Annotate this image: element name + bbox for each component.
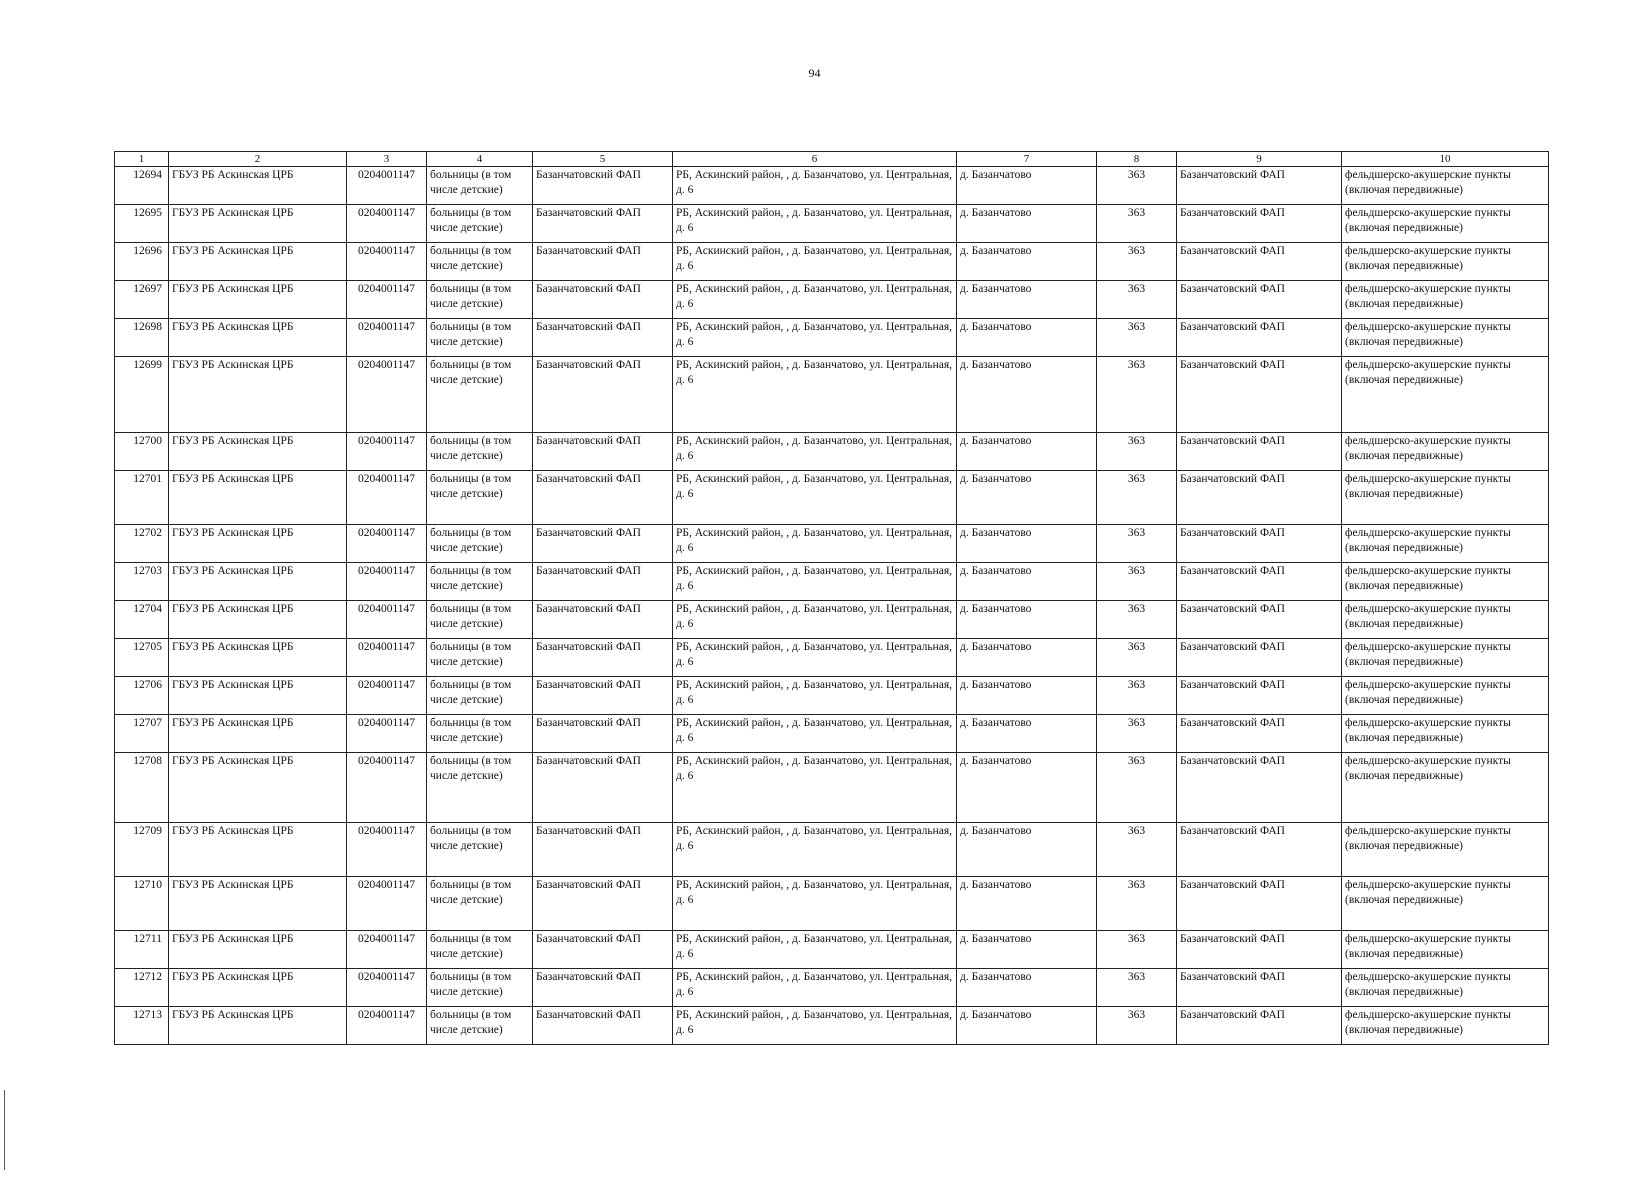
table-cell-c8: 363 <box>1097 969 1177 1007</box>
table-cell-c9: Базанчатовский ФАП <box>1177 205 1342 243</box>
table-cell-c5: Базанчатовский ФАП <box>533 433 673 471</box>
table-cell-c7: д. Базанчатово <box>957 1007 1097 1045</box>
table-row <box>115 563 1549 601</box>
table-cell-c4: больницы (в том числе детские) <box>427 525 533 563</box>
table-row <box>115 639 1549 677</box>
table-cell-c5: Базанчатовский ФАП <box>533 677 673 715</box>
table-cell-c10: фельдшерско-акушерские пункты (включая передвижные) <box>1342 281 1549 319</box>
table-cell-c3: 0204001147 <box>347 823 427 877</box>
table-cell-c10: фельдшерско-акушерские пункты (включая передвижные) <box>1342 357 1549 433</box>
table-cell-c6: РБ, Аскинский район, , д. Базанчатово, ул. Центральная, д. 6 <box>673 525 957 563</box>
table-cell-c8: 363 <box>1097 433 1177 471</box>
table-cell-c10: фельдшерско-акушерские пункты (включая передвижные) <box>1342 601 1549 639</box>
table-cell-c9: Базанчатовский ФАП <box>1177 969 1342 1007</box>
table-cell-c8: 363 <box>1097 243 1177 281</box>
table-cell-c2: ГБУЗ РБ Аскинская ЦРБ <box>169 205 347 243</box>
table-row <box>115 931 1549 969</box>
table-cell-c8: 363 <box>1097 357 1177 433</box>
table-cell-c3: 0204001147 <box>347 715 427 753</box>
table-cell-c3: 0204001147 <box>347 753 427 823</box>
table-cell-c9: Базанчатовский ФАП <box>1177 563 1342 601</box>
table-cell-c3: 0204001147 <box>347 677 427 715</box>
table-cell-c9: Базанчатовский ФАП <box>1177 639 1342 677</box>
table-cell-c10: фельдшерско-акушерские пункты (включая передвижные) <box>1342 319 1549 357</box>
table-cell-c1: 12711 <box>115 931 169 969</box>
table-cell-c3: 0204001147 <box>347 877 427 931</box>
table-cell-c9: Базанчатовский ФАП <box>1177 601 1342 639</box>
table-cell-c8: 363 <box>1097 563 1177 601</box>
table-cell-c4: больницы (в том числе детские) <box>427 969 533 1007</box>
table-cell-c7: д. Базанчатово <box>957 357 1097 433</box>
table-cell-c2: ГБУЗ РБ Аскинская ЦРБ <box>169 753 347 823</box>
table-cell-c2: ГБУЗ РБ Аскинская ЦРБ <box>169 677 347 715</box>
table-cell-c10: фельдшерско-акушерские пункты (включая передвижные) <box>1342 563 1549 601</box>
table-cell-c1: 12706 <box>115 677 169 715</box>
table-cell-c10: фельдшерско-акушерские пункты (включая передвижные) <box>1342 525 1549 563</box>
table-cell-c10: фельдшерско-акушерские пункты (включая передвижные) <box>1342 931 1549 969</box>
table-cell-c3: 0204001147 <box>347 167 427 205</box>
table-cell-c9: Базанчатовский ФАП <box>1177 319 1342 357</box>
table-row <box>115 471 1549 525</box>
table-cell-c1: 12709 <box>115 823 169 877</box>
table-cell-c8: 363 <box>1097 319 1177 357</box>
column-header: 9 <box>1177 152 1342 167</box>
column-header: 7 <box>957 152 1097 167</box>
table-cell-c3: 0204001147 <box>347 471 427 525</box>
table-cell-c6: РБ, Аскинский район, , д. Базанчатово, ул. Центральная, д. 6 <box>673 931 957 969</box>
table-cell-c2: ГБУЗ РБ Аскинская ЦРБ <box>169 281 347 319</box>
table-cell-c7: д. Базанчатово <box>957 601 1097 639</box>
table-cell-c8: 363 <box>1097 823 1177 877</box>
table-cell-c9: Базанчатовский ФАП <box>1177 525 1342 563</box>
table-cell-c10: фельдшерско-акушерские пункты (включая передвижные) <box>1342 753 1549 823</box>
table-cell-c4: больницы (в том числе детские) <box>427 715 533 753</box>
table-cell-c8: 363 <box>1097 877 1177 931</box>
table-cell-c5: Базанчатовский ФАП <box>533 281 673 319</box>
table-cell-c4: больницы (в том числе детские) <box>427 205 533 243</box>
table-cell-c5: Базанчатовский ФАП <box>533 357 673 433</box>
table-cell-c6: РБ, Аскинский район, , д. Базанчатово, ул. Центральная, д. 6 <box>673 563 957 601</box>
table-cell-c1: 12705 <box>115 639 169 677</box>
table-row <box>115 877 1549 931</box>
table-cell-c7: д. Базанчатово <box>957 639 1097 677</box>
table-cell-c4: больницы (в том числе детские) <box>427 877 533 931</box>
table-cell-c2: ГБУЗ РБ Аскинская ЦРБ <box>169 877 347 931</box>
table-cell-c6: РБ, Аскинский район, , д. Базанчатово, ул. Центральная, д. 6 <box>673 639 957 677</box>
table-cell-c3: 0204001147 <box>347 563 427 601</box>
table-cell-c1: 12696 <box>115 243 169 281</box>
data-table <box>114 151 1549 1045</box>
table-cell-c2: ГБУЗ РБ Аскинская ЦРБ <box>169 525 347 563</box>
table-cell-c7: д. Базанчатово <box>957 525 1097 563</box>
table-cell-c10: фельдшерско-акушерские пункты (включая передвижные) <box>1342 969 1549 1007</box>
table-cell-c8: 363 <box>1097 1007 1177 1045</box>
table-cell-c6: РБ, Аскинский район, , д. Базанчатово, ул. Центральная, д. 6 <box>673 243 957 281</box>
table-cell-c7: д. Базанчатово <box>957 969 1097 1007</box>
table-cell-c4: больницы (в том числе детские) <box>427 167 533 205</box>
table-cell-c6: РБ, Аскинский район, , д. Базанчатово, ул. Центральная, д. 6 <box>673 969 957 1007</box>
table-cell-c5: Базанчатовский ФАП <box>533 601 673 639</box>
table-cell-c6: РБ, Аскинский район, , д. Базанчатово, ул. Центральная, д. 6 <box>673 433 957 471</box>
table-cell-c2: ГБУЗ РБ Аскинская ЦРБ <box>169 433 347 471</box>
table-cell-c5: Базанчатовский ФАП <box>533 877 673 931</box>
table-cell-c1: 12713 <box>115 1007 169 1045</box>
table-cell-c2: ГБУЗ РБ Аскинская ЦРБ <box>169 823 347 877</box>
table-cell-c6: РБ, Аскинский район, , д. Базанчатово, ул. Центральная, д. 6 <box>673 823 957 877</box>
table-row <box>115 281 1549 319</box>
table-cell-c6: РБ, Аскинский район, , д. Базанчатово, ул. Центральная, д. 6 <box>673 877 957 931</box>
table-cell-c8: 363 <box>1097 677 1177 715</box>
table-cell-c5: Базанчатовский ФАП <box>533 931 673 969</box>
table-cell-c3: 0204001147 <box>347 433 427 471</box>
column-header: 10 <box>1342 152 1549 167</box>
table-cell-c6: РБ, Аскинский район, , д. Базанчатово, ул. Центральная, д. 6 <box>673 167 957 205</box>
table-cell-c7: д. Базанчатово <box>957 205 1097 243</box>
table-cell-c7: д. Базанчатово <box>957 877 1097 931</box>
table-cell-c6: РБ, Аскинский район, , д. Базанчатово, ул. Центральная, д. 6 <box>673 1007 957 1045</box>
table-cell-c7: д. Базанчатово <box>957 823 1097 877</box>
table-cell-c7: д. Базанчатово <box>957 677 1097 715</box>
table-row <box>115 677 1549 715</box>
table-row <box>115 715 1549 753</box>
table-cell-c1: 12695 <box>115 205 169 243</box>
table-cell-c9: Базанчатовский ФАП <box>1177 281 1342 319</box>
table-cell-c6: РБ, Аскинский район, , д. Базанчатово, ул. Центральная, д. 6 <box>673 205 957 243</box>
table-cell-c5: Базанчатовский ФАП <box>533 167 673 205</box>
table-cell-c8: 363 <box>1097 281 1177 319</box>
table-cell-c6: РБ, Аскинский район, , д. Базанчатово, ул. Центральная, д. 6 <box>673 471 957 525</box>
column-header: 5 <box>533 152 673 167</box>
table-cell-c7: д. Базанчатово <box>957 167 1097 205</box>
table-cell-c3: 0204001147 <box>347 931 427 969</box>
table-cell-c3: 0204001147 <box>347 601 427 639</box>
table-cell-c2: ГБУЗ РБ Аскинская ЦРБ <box>169 639 347 677</box>
table-cell-c1: 12698 <box>115 319 169 357</box>
table-cell-c2: ГБУЗ РБ Аскинская ЦРБ <box>169 243 347 281</box>
column-header: 1 <box>115 152 169 167</box>
column-header: 2 <box>169 152 347 167</box>
table-cell-c5: Базанчатовский ФАП <box>533 525 673 563</box>
column-header: 3 <box>347 152 427 167</box>
table-cell-c3: 0204001147 <box>347 525 427 563</box>
column-header: 6 <box>673 152 957 167</box>
table-cell-c1: 12712 <box>115 969 169 1007</box>
table-cell-c3: 0204001147 <box>347 639 427 677</box>
table-cell-c1: 12697 <box>115 281 169 319</box>
table-cell-c1: 12710 <box>115 877 169 931</box>
table-cell-c1: 12700 <box>115 433 169 471</box>
table-cell-c4: больницы (в том числе детские) <box>427 677 533 715</box>
table-cell-c8: 363 <box>1097 205 1177 243</box>
table-cell-c1: 12704 <box>115 601 169 639</box>
table-row <box>115 319 1549 357</box>
table-cell-c10: фельдшерско-акушерские пункты (включая передвижные) <box>1342 167 1549 205</box>
table-row <box>115 1007 1549 1045</box>
margin-mark <box>4 1090 5 1170</box>
table-cell-c7: д. Базанчатово <box>957 715 1097 753</box>
table-row <box>115 525 1549 563</box>
table-cell-c4: больницы (в том числе детские) <box>427 1007 533 1045</box>
table-cell-c4: больницы (в том числе детские) <box>427 563 533 601</box>
table-cell-c7: д. Базанчатово <box>957 753 1097 823</box>
table-cell-c5: Базанчатовский ФАП <box>533 753 673 823</box>
table-cell-c2: ГБУЗ РБ Аскинская ЦРБ <box>169 931 347 969</box>
table-cell-c9: Базанчатовский ФАП <box>1177 877 1342 931</box>
table-row <box>115 969 1549 1007</box>
table-cell-c4: больницы (в том числе детские) <box>427 823 533 877</box>
table-cell-c8: 363 <box>1097 525 1177 563</box>
table-cell-c2: ГБУЗ РБ Аскинская ЦРБ <box>169 471 347 525</box>
table-cell-c1: 12702 <box>115 525 169 563</box>
table-cell-c9: Базанчатовский ФАП <box>1177 823 1342 877</box>
table-row <box>115 823 1549 877</box>
table-cell-c5: Базанчатовский ФАП <box>533 205 673 243</box>
table-cell-c8: 363 <box>1097 715 1177 753</box>
table-cell-c2: ГБУЗ РБ Аскинская ЦРБ <box>169 357 347 433</box>
table-cell-c10: фельдшерско-акушерские пункты (включая передвижные) <box>1342 715 1549 753</box>
table-cell-c5: Базанчатовский ФАП <box>533 715 673 753</box>
table-cell-c5: Базанчатовский ФАП <box>533 319 673 357</box>
table-cell-c6: РБ, Аскинский район, , д. Базанчатово, ул. Центральная, д. 6 <box>673 601 957 639</box>
table-cell-c10: фельдшерско-акушерские пункты (включая передвижные) <box>1342 1007 1549 1045</box>
table-cell-c4: больницы (в том числе детские) <box>427 931 533 969</box>
table-cell-c6: РБ, Аскинский район, , д. Базанчатово, ул. Центральная, д. 6 <box>673 677 957 715</box>
table-cell-c4: больницы (в том числе детские) <box>427 471 533 525</box>
table-cell-c7: д. Базанчатово <box>957 281 1097 319</box>
table-cell-c9: Базанчатовский ФАП <box>1177 715 1342 753</box>
table-cell-c5: Базанчатовский ФАП <box>533 1007 673 1045</box>
table-cell-c1: 12694 <box>115 167 169 205</box>
table-cell-c2: ГБУЗ РБ Аскинская ЦРБ <box>169 167 347 205</box>
table-cell-c7: д. Базанчатово <box>957 563 1097 601</box>
table-cell-c2: ГБУЗ РБ Аскинская ЦРБ <box>169 319 347 357</box>
table-cell-c2: ГБУЗ РБ Аскинская ЦРБ <box>169 969 347 1007</box>
table-cell-c2: ГБУЗ РБ Аскинская ЦРБ <box>169 715 347 753</box>
table-body <box>115 167 1549 1045</box>
header-row <box>115 152 1549 167</box>
table-cell-c2: ГБУЗ РБ Аскинская ЦРБ <box>169 1007 347 1045</box>
page-number: 94 <box>808 66 821 80</box>
column-header: 4 <box>427 152 533 167</box>
table-cell-c7: д. Базанчатово <box>957 319 1097 357</box>
table-cell-c9: Базанчатовский ФАП <box>1177 677 1342 715</box>
table-cell-c7: д. Базанчатово <box>957 433 1097 471</box>
table-cell-c10: фельдшерско-акушерские пункты (включая передвижные) <box>1342 877 1549 931</box>
table-cell-c1: 12701 <box>115 471 169 525</box>
table-cell-c8: 363 <box>1097 753 1177 823</box>
table-cell-c1: 12707 <box>115 715 169 753</box>
table-cell-c2: ГБУЗ РБ Аскинская ЦРБ <box>169 563 347 601</box>
table-cell-c4: больницы (в том числе детские) <box>427 433 533 471</box>
table-cell-c5: Базанчатовский ФАП <box>533 471 673 525</box>
table-cell-c6: РБ, Аскинский район, , д. Базанчатово, ул. Центральная, д. 6 <box>673 357 957 433</box>
table-cell-c3: 0204001147 <box>347 205 427 243</box>
table-cell-c9: Базанчатовский ФАП <box>1177 433 1342 471</box>
table-cell-c10: фельдшерско-акушерские пункты (включая передвижные) <box>1342 243 1549 281</box>
table-cell-c4: больницы (в том числе детские) <box>427 753 533 823</box>
table-cell-c7: д. Базанчатово <box>957 243 1097 281</box>
table-row <box>115 433 1549 471</box>
table-cell-c3: 0204001147 <box>347 357 427 433</box>
table-row <box>115 357 1549 433</box>
table-cell-c3: 0204001147 <box>347 243 427 281</box>
table-cell-c4: больницы (в том числе детские) <box>427 357 533 433</box>
table-cell-c9: Базанчатовский ФАП <box>1177 1007 1342 1045</box>
table-cell-c2: ГБУЗ РБ Аскинская ЦРБ <box>169 601 347 639</box>
table-row <box>115 167 1549 205</box>
table-cell-c4: больницы (в том числе детские) <box>427 281 533 319</box>
table-cell-c8: 363 <box>1097 471 1177 525</box>
table-cell-c9: Базанчатовский ФАП <box>1177 167 1342 205</box>
table-row <box>115 243 1549 281</box>
table-cell-c5: Базанчатовский ФАП <box>533 969 673 1007</box>
table-cell-c10: фельдшерско-акушерские пункты (включая передвижные) <box>1342 433 1549 471</box>
table-cell-c6: РБ, Аскинский район, , д. Базанчатово, ул. Центральная, д. 6 <box>673 281 957 319</box>
table-cell-c1: 12699 <box>115 357 169 433</box>
table-cell-c6: РБ, Аскинский район, , д. Базанчатово, ул. Центральная, д. 6 <box>673 753 957 823</box>
table-row <box>115 601 1549 639</box>
table-cell-c8: 363 <box>1097 601 1177 639</box>
table-row <box>115 753 1549 823</box>
table-row <box>115 205 1549 243</box>
table-cell-c5: Базанчатовский ФАП <box>533 639 673 677</box>
table-cell-c8: 363 <box>1097 167 1177 205</box>
table-cell-c6: РБ, Аскинский район, , д. Базанчатово, ул. Центральная, д. 6 <box>673 715 957 753</box>
table-cell-c7: д. Базанчатово <box>957 471 1097 525</box>
table-cell-c9: Базанчатовский ФАП <box>1177 931 1342 969</box>
table-cell-c3: 0204001147 <box>347 969 427 1007</box>
table-cell-c4: больницы (в том числе детские) <box>427 601 533 639</box>
table-cell-c6: РБ, Аскинский район, , д. Базанчатово, ул. Центральная, д. 6 <box>673 319 957 357</box>
table-cell-c8: 363 <box>1097 931 1177 969</box>
table-cell-c10: фельдшерско-акушерские пункты (включая передвижные) <box>1342 205 1549 243</box>
table-cell-c9: Базанчатовский ФАП <box>1177 471 1342 525</box>
table-cell-c10: фельдшерско-акушерские пункты (включая передвижные) <box>1342 677 1549 715</box>
table-cell-c3: 0204001147 <box>347 319 427 357</box>
table-cell-c7: д. Базанчатово <box>957 931 1097 969</box>
table-cell-c4: больницы (в том числе детские) <box>427 319 533 357</box>
table-cell-c10: фельдшерско-акушерские пункты (включая передвижные) <box>1342 823 1549 877</box>
table-cell-c9: Базанчатовский ФАП <box>1177 243 1342 281</box>
table-cell-c5: Базанчатовский ФАП <box>533 563 673 601</box>
table-cell-c8: 363 <box>1097 639 1177 677</box>
table-cell-c3: 0204001147 <box>347 1007 427 1045</box>
table-cell-c10: фельдшерско-акушерские пункты (включая передвижные) <box>1342 639 1549 677</box>
table-cell-c4: больницы (в том числе детские) <box>427 639 533 677</box>
table-cell-c9: Базанчатовский ФАП <box>1177 753 1342 823</box>
table-cell-c5: Базанчатовский ФАП <box>533 823 673 877</box>
table-cell-c4: больницы (в том числе детские) <box>427 243 533 281</box>
table-cell-c1: 12708 <box>115 753 169 823</box>
table-cell-c5: Базанчатовский ФАП <box>533 243 673 281</box>
table-cell-c1: 12703 <box>115 563 169 601</box>
column-header: 8 <box>1097 152 1177 167</box>
table-cell-c3: 0204001147 <box>347 281 427 319</box>
table-cell-c9: Базанчатовский ФАП <box>1177 357 1342 433</box>
table-cell-c10: фельдшерско-акушерские пункты (включая передвижные) <box>1342 471 1549 525</box>
